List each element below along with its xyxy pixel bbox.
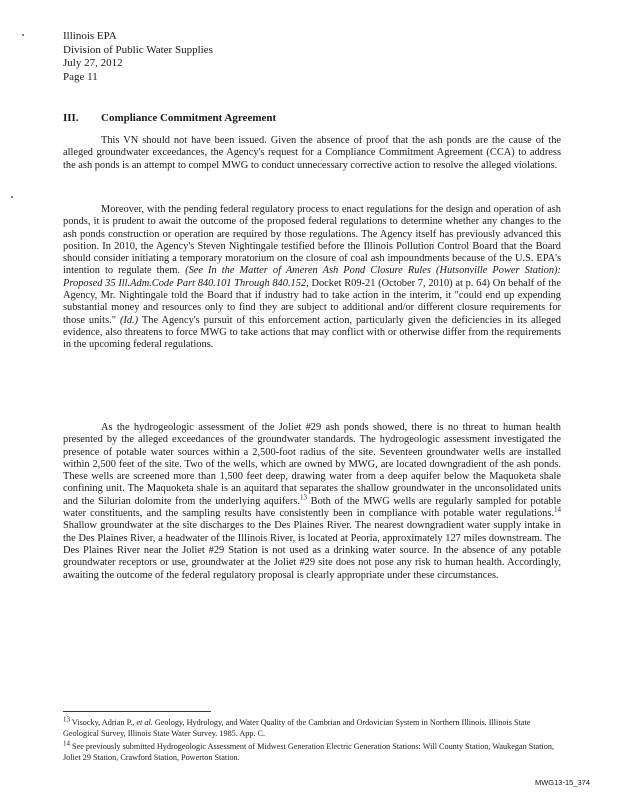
header-page-number: Page 11 [63, 70, 98, 83]
bates-number: MWG13-15_374 [534, 778, 590, 787]
paragraph-2-text-c: The Agency's pursuit of this enforcement action, particularly given the deficiencies in its alleged evidence, also threatens to force MWG to take actions that may conflict with or otherwise differ from the requirements in the upcoming federal regulations. [63, 314, 561, 351]
footnote-13 [63, 717, 561, 739]
scan-speck [22, 34, 24, 36]
paragraph-1-text: This VN should not have been issued. Given the absence of proof that the ash ponds are the cause of the alleged groundwater exceedances, the Agency's request for a Compliance Commitment Agreement (CCA) to address the ash ponds is an attempt to compel MWG to conduct unnecessary corrective action to resolve the alleged violations. [63, 135, 561, 171]
section-heading [63, 112, 276, 124]
paragraph-2-text-a: Moreover, with the pending federal regulatory process to enact regulations for the design and operation of ash ponds, it is prudent to await the outcome of the proposed federal regulations to determine whether any changes to the ash ponds construction or operation are required by those regulations. The Agency itself has previously advanced this position. In 2010, the Agency's Steven Nightingale testified before the Illinois Pollution Control Board that the Board should consider initiating a temporary moratorium on the closure of coal ash impoundments because of the U.S. EPA's intention to regulate them. [63, 204, 561, 277]
paragraph-3-text-c: Shallow groundwater at the site discharges to the Des Plaines River. The nearest downgradient water supply intake in the Des Plaines River, a headwater of the Illinois River, is located at Peoria, approximately 127 miles downstream. The Des Plaines River near the Joliet #29 Station is not used as a drinking water source. In the absence of any potable groundwater receptors or use, groundwater at the Joliet #29 site does not pose any risk to human health. Accordingly, awaiting the outcome of the federal regulatory proposal is clearly appropriate under these circumstances. [63, 520, 561, 581]
header-date: July 27, 2012 [63, 57, 123, 69]
footnote-13-number: 13 [63, 715, 70, 724]
header-org: Illinois EPA [63, 30, 117, 42]
paragraph-3 [63, 422, 561, 582]
paragraph-3-text-a: As the hydrogeologic assessment of the Joliet #29 ash ponds showed, there is no threat to human health presented by the alleged exceedances of the groundwater standards. The hydrogeologic assessment investigated the presence of potable water sources within a 2,500-foot radius of the site. Seventeen groundwater wells are installed within 2,500 feet of the site. Two of the wells, which are owned by MWG, are located downgradient of the ash ponds. These wells are screened more than 1,500 feet deep, drawing water from a deep aquifer below the Maquoketa shale confining unit. The Maquoketa shale is an aquitard that separates the shallow groundwater in the unconsolidated units and the Silurian dolomite from the underlying aquifers. [63, 422, 561, 507]
header-division: Division of Public Water Supplies [63, 43, 213, 56]
footnote-13-text: Geology, Hydrology, and Water Quality of the Cambrian and Ordovician System in Northern Illinois. Illinois State Geological Survey, Illinois State Water Survey. 1985. App. C. [63, 718, 531, 738]
footnote-divider [63, 711, 211, 712]
paragraph-3-text-b: Both of the MWG wells are regularly sampled for potable water constituents, and the sampling results have consistently been in compliance with potable water regulations. [63, 495, 562, 520]
paragraph-2-citation: (See In the Matter of Ameren Ash Pond Closure Rules (Hutsonville Power Station): Proposed 35 Ill.Adm.Code Part 840.101 Through 840.152, [63, 265, 561, 289]
paragraph-1 [63, 135, 561, 172]
section-number: III. [63, 112, 79, 124]
paragraph-2 [63, 204, 561, 352]
letter-header [63, 30, 213, 84]
footnote-13-author: Visocky, Adrian P., [71, 718, 135, 727]
paragraph-2-id-citation: (Id.) [119, 314, 139, 326]
section-title: Compliance Commitment Agreement [101, 112, 277, 124]
paragraph-2-text-b: Docket R09-21 (October 7, 2010) at p. 64) On behalf of the Agency, Mr. Nightingale told the Board that if industry had to take action in the interim, it "could end up expending substantial money and resources only to find they are subject to additional and/or different closure requirements for those units." [63, 277, 561, 326]
footnote-ref-14: 14 [554, 505, 561, 514]
footnote-14-text: See previously submitted Hydrogeologic Assessment of Midwest Generation Electric Generation Stations: Will County Station, Waukegan Station, Joliet 29 Station, Crawford Station, Powerton Station. [63, 742, 554, 762]
scan-speck [11, 196, 13, 198]
footnote-14-number: 14 [63, 739, 70, 748]
footnote-ref-13: 13 [300, 493, 308, 502]
footnote-13-etal: et al. [136, 718, 153, 727]
footnote-14 [63, 741, 561, 763]
